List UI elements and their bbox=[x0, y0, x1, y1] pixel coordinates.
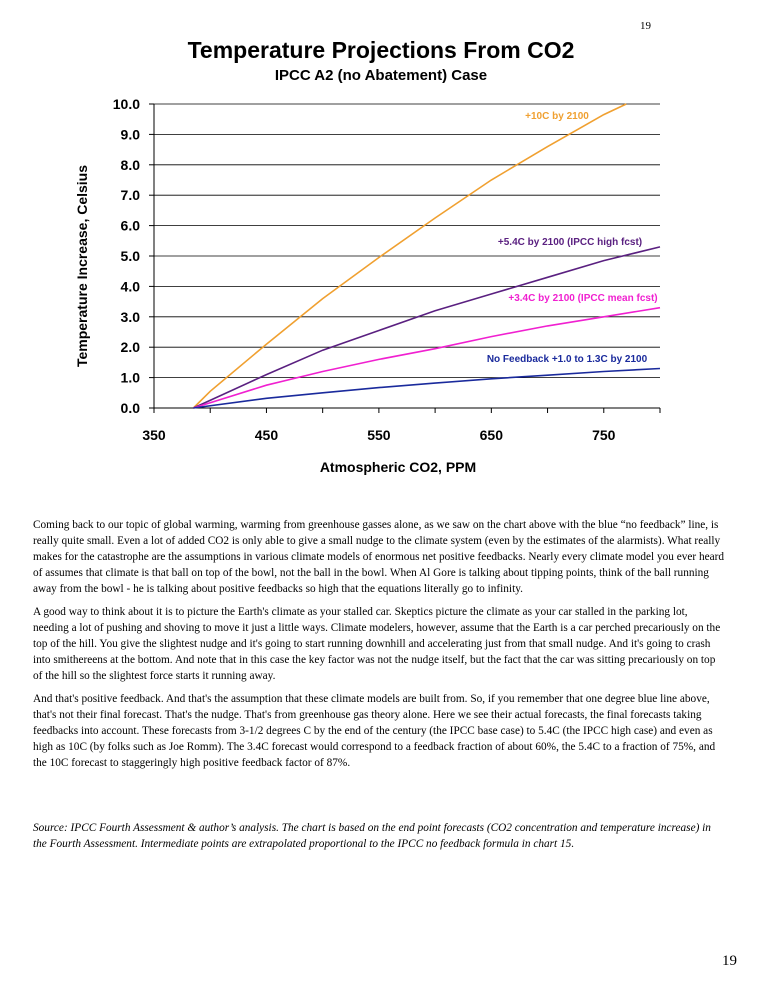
y-tick-label: 5.0 bbox=[120, 248, 140, 264]
y-tick-label: 7.0 bbox=[120, 187, 140, 204]
y-tick-label: 3.0 bbox=[120, 308, 140, 325]
paragraph-2: A good way to think about it is to picture the Earth's climate as your stalled car. Skeptics picture the climate as your car stalled in the parking lot, needing a lot of pushing and shoving to move it just a little ways. Climate modelers, however, assume that the Earth is a car perched precariously on the top of the hill. You give the slightest nudge and it's going to start running downhill and accelerating just from that small nudge. And it's going to crash into smithereens at the bottom. And note that in this case the key factor was not the nudge itself, but the fact that the car was sitting precariously on top of the hill so the slightest force starts it running away. bbox=[33, 606, 721, 682]
series-line-4 bbox=[193, 369, 660, 409]
paragraph-1: Coming back to our topic of global warming, warming from greenhouse gasses alone, as we saw on the chart above with the blue “no feedback” line, is really quite small. Even a lot of added CO2 is only able to give a small nudge to the climate system (even by the estimates of the alarmists). What really makes for the catastrophe are the assumptions in various climate models of enormous net positive feedbacks. Nearly every climate model you ever heard of assumes that climate is that ball on top of the bowl, not the ball in the bowl. When Al Gore is talking about tipping points, think of the ball running away from the bowl - he is talking about positive feedbacks so high that the equations literally go to infinity. bbox=[33, 519, 725, 595]
bottom-page-number: 19 bbox=[722, 953, 737, 969]
chart-title: Temperature Projections From CO2 bbox=[187, 37, 575, 63]
x-tick-label: 650 bbox=[479, 427, 504, 443]
y-axis-label: Temperature Increase, Celsius bbox=[74, 164, 90, 368]
y-tick-label: 1.0 bbox=[120, 369, 140, 386]
axes bbox=[149, 104, 660, 413]
series-label-3: +3.4C by 2100 (IPCC mean fcst) bbox=[508, 293, 658, 304]
series-label-2: +5.4C by 2100 (IPCC high fcst) bbox=[497, 237, 643, 248]
y-tick-label: 8.0 bbox=[120, 156, 140, 173]
y-tick-labels bbox=[113, 96, 140, 416]
x-tick-label: 450 bbox=[254, 427, 279, 443]
body-text bbox=[33, 517, 725, 778]
x-tick-label: 550 bbox=[367, 427, 391, 443]
top-page-number: 19 bbox=[640, 20, 651, 32]
x-tick-labels bbox=[142, 427, 615, 443]
y-tick-label: 4.0 bbox=[120, 278, 140, 295]
y-tick-label: 0.0 bbox=[120, 400, 140, 416]
x-axis-label: Atmospheric CO2, PPM bbox=[319, 459, 477, 475]
series-label-4: No Feedback +1.0 to 1.3C by 2100 bbox=[486, 354, 648, 365]
y-tick-label: 6.0 bbox=[120, 217, 140, 234]
paragraph-3: And that's positive feedback. And that's the assumption that these climate models are built from. So, if you remember that one degree blue line above, that's not their final forecast. That's the nudge. That's from greenhouse gas theory alone. Here we see their actual forecasts, the final forecasts taking feedbacks into account. These forecasts from 3-1/2 degrees C by the end of the century (the IPCC base case) to 5.4C (the IPCC high case) and even as high as 10C (by folks such as Joe Romm). The 3.4C forecast would correspond to a feedback fraction of about 60%, the 5.4C to a fraction of 75%, and the 10C forecast to staggeringly high positive feedback factor of 87%. bbox=[33, 693, 716, 769]
x-tick-label: 350 bbox=[142, 427, 166, 443]
y-tick-label: 10.0 bbox=[112, 96, 140, 112]
y-tick-label: 2.0 bbox=[120, 339, 140, 356]
series-annotations bbox=[487, 111, 658, 365]
chart-subtitle: IPCC A2 (no Abatement) Case bbox=[274, 67, 488, 84]
series-label-1: +10C by 2100 bbox=[525, 111, 589, 122]
x-tick-label: 750 bbox=[592, 427, 616, 443]
y-tick-label: 9.0 bbox=[120, 126, 140, 143]
source-note: Source: IPCC Fourth Assessment & author’s analysis. The chart is based on the end point forecasts (CO2 concentration and temperature increase) in the Fourth Assessment. Intermediate points are extrapolated proportional to the IPCC no feedback formula in chart 15. bbox=[33, 822, 711, 850]
